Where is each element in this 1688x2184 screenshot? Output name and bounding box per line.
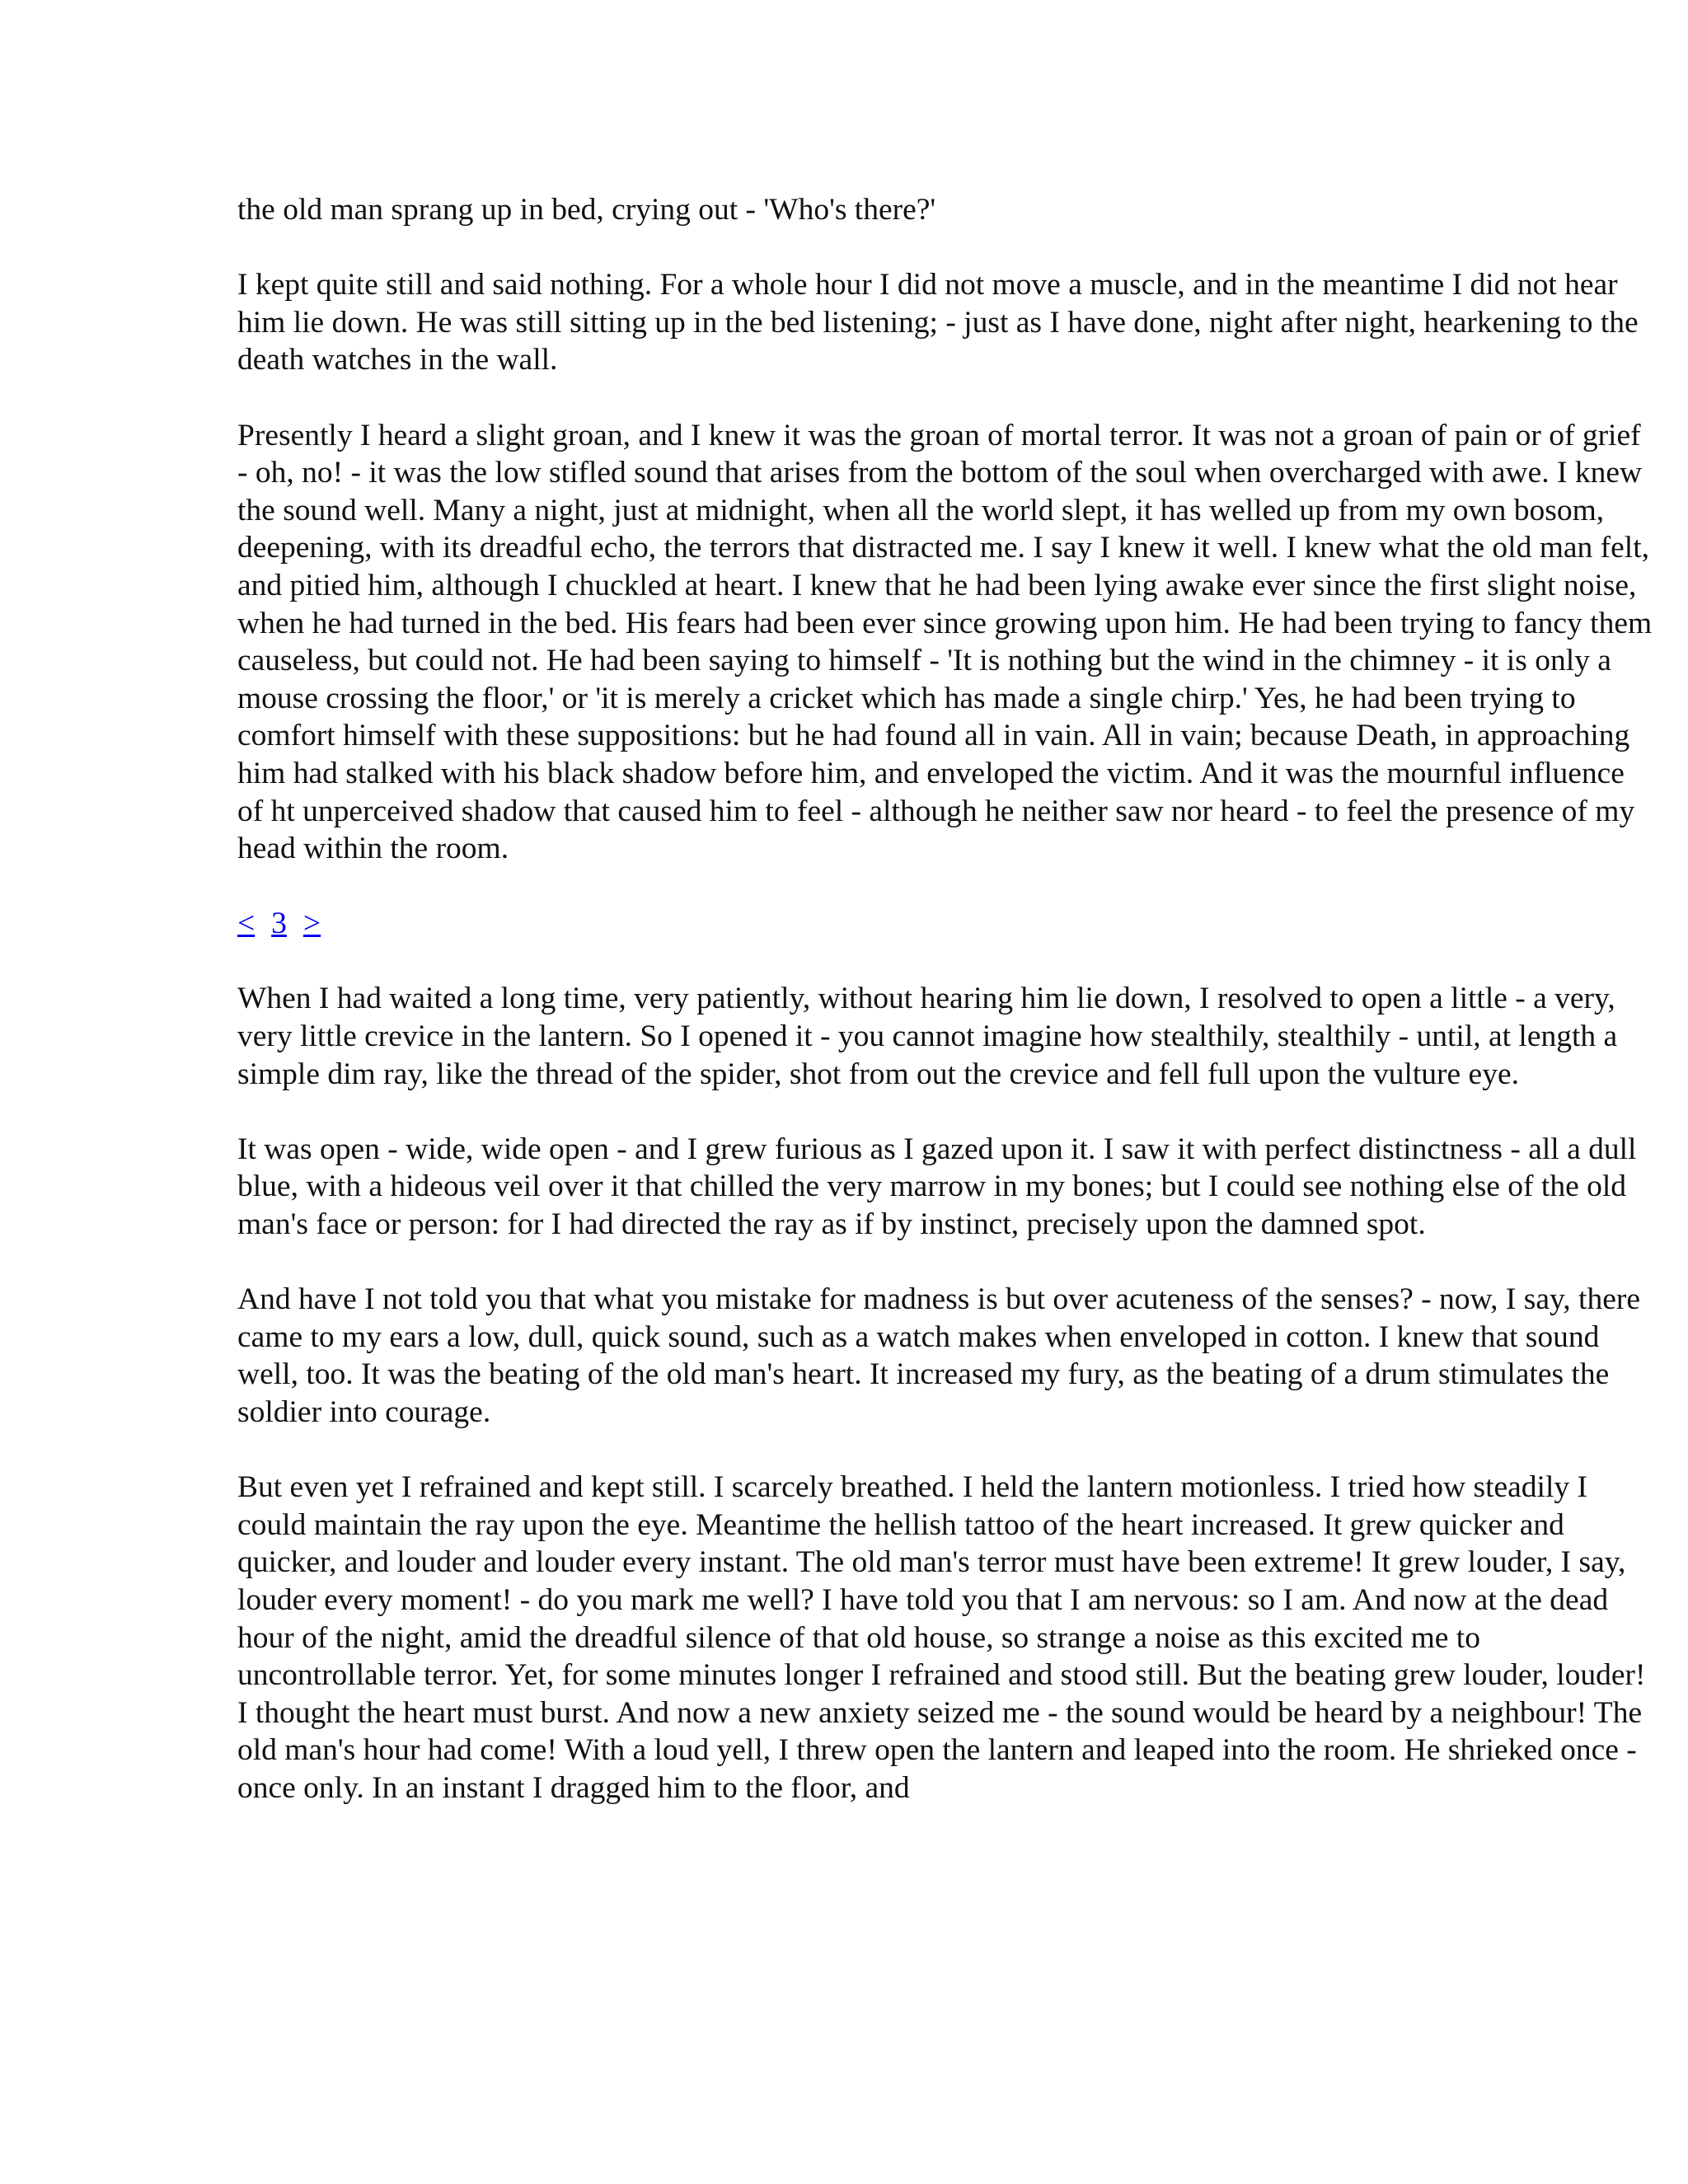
next-page-link[interactable]: > — [302, 907, 321, 941]
previous-page-link[interactable]: < — [237, 907, 256, 941]
paragraph-6: And have I not told you that what you mistake for madness is but over acuteness of the senses? - now, I say, there came to my ears a low, dull, quick sound, such as a watch makes when enveloped in cotton. I knew that sound well, too. It was the beating of the old man's heart. It increased my fury, as the beating of a drum stimulates the soldier into courage. — [237, 1282, 1641, 1429]
paragraph-4: When I had waited a long time, very patiently, without hearing him lie down, I resolved to open a little - a very, very little crevice in the lantern. So I opened it - you cannot imagine how stealthily, stealthily - until, at length a simple dim ray, like the thread of the spider, shot from out the crevice and fell full upon the vulture eye. — [237, 982, 1618, 1091]
paragraph-1: the old man sprang up in bed, crying out - 'Who's there?' — [237, 193, 936, 227]
current-page-link[interactable]: 3 — [271, 907, 287, 941]
paragraph-7: But even yet I refrained and kept still. I scarcely breathed. I held the lantern motionless. I tried how steadily I could maintain the ray upon the eye. Meantime the hellish tattoo of the heart increased. It grew quicker and quicker, and louder and louder every instant. The old man's terror must have been extreme! It grew louder, I say, louder every moment! - do you mark me well? I have told you that I am nervous: so I am. And now at the dead hour of the night, amid the dreadful silence of that old house, so strange a noise as this excited me to uncontrollable terror. Yet, for some minutes longer I refrained and stood still. But the beating grew louder, louder! I thought the heart must burst. And now a new anxiety seized me - the sound would be heard by a neighbour! The old man's hour had come! With a loud yell, I threw open the lantern and leaped into the room. He shrieked once - once only. In an instant I dragged him to the floor, and — [237, 1470, 1646, 1805]
paragraph-2: I kept quite still and said nothing. For a whole hour I did not move a muscle, and in the meantime I did not hear him lie down. He was still sitting up in the bed listening; - just as I have done, night after night, hearkening to the death watches in the wall. — [237, 268, 1639, 377]
document-body — [237, 191, 1655, 1844]
paragraph-3: Presently I heard a slight groan, and I knew it was the groan of mortal terror. It was not a groan of pain or of grief - oh, no! - it was the low stifled sound that arises from the bottom of the soul when overcharged with awe. I knew the sound well. Many a night, just at midnight, when all the world slept, it has welled up from my own bosom, deepening, with its dreadful echo, the terrors that distracted me. I say I knew it well. I knew what the old man felt, and pitied him, although I chuckled at heart. I knew that he had been lying awake ever since the first slight noise, when he had turned in the bed. His fears had been ever since growing upon him. He had been trying to fancy them causeless, but could not. He had been saying to himself - 'It is nothing but the wind in the chimney - it is only a mouse crossing the floor,' or 'it is merely a cricket which has made a single chirp.' Yes, he had been trying to comfort himself with these suppositions: but he had found all in vain. All in vain; because Death, in approaching him had stalked with his black shadow before him, and enveloped the victim. And it was the mournful influence of ht unperceived shadow that caused him to feel - although he neither saw nor heard - to feel the presence of my head within the room. — [237, 418, 1653, 866]
page-navigation — [237, 905, 1655, 943]
paragraph-5: It was open - wide, wide open - and I grew furious as I gazed upon it. I saw it with perfect distinctness - all a dull blue, with a hideous veil over it that chilled the very marrow in my bones; but I could see nothing else of the old man's face or person: for I had directed the ray as if by instinct, precisely upon the damned spot. — [237, 1132, 1637, 1242]
